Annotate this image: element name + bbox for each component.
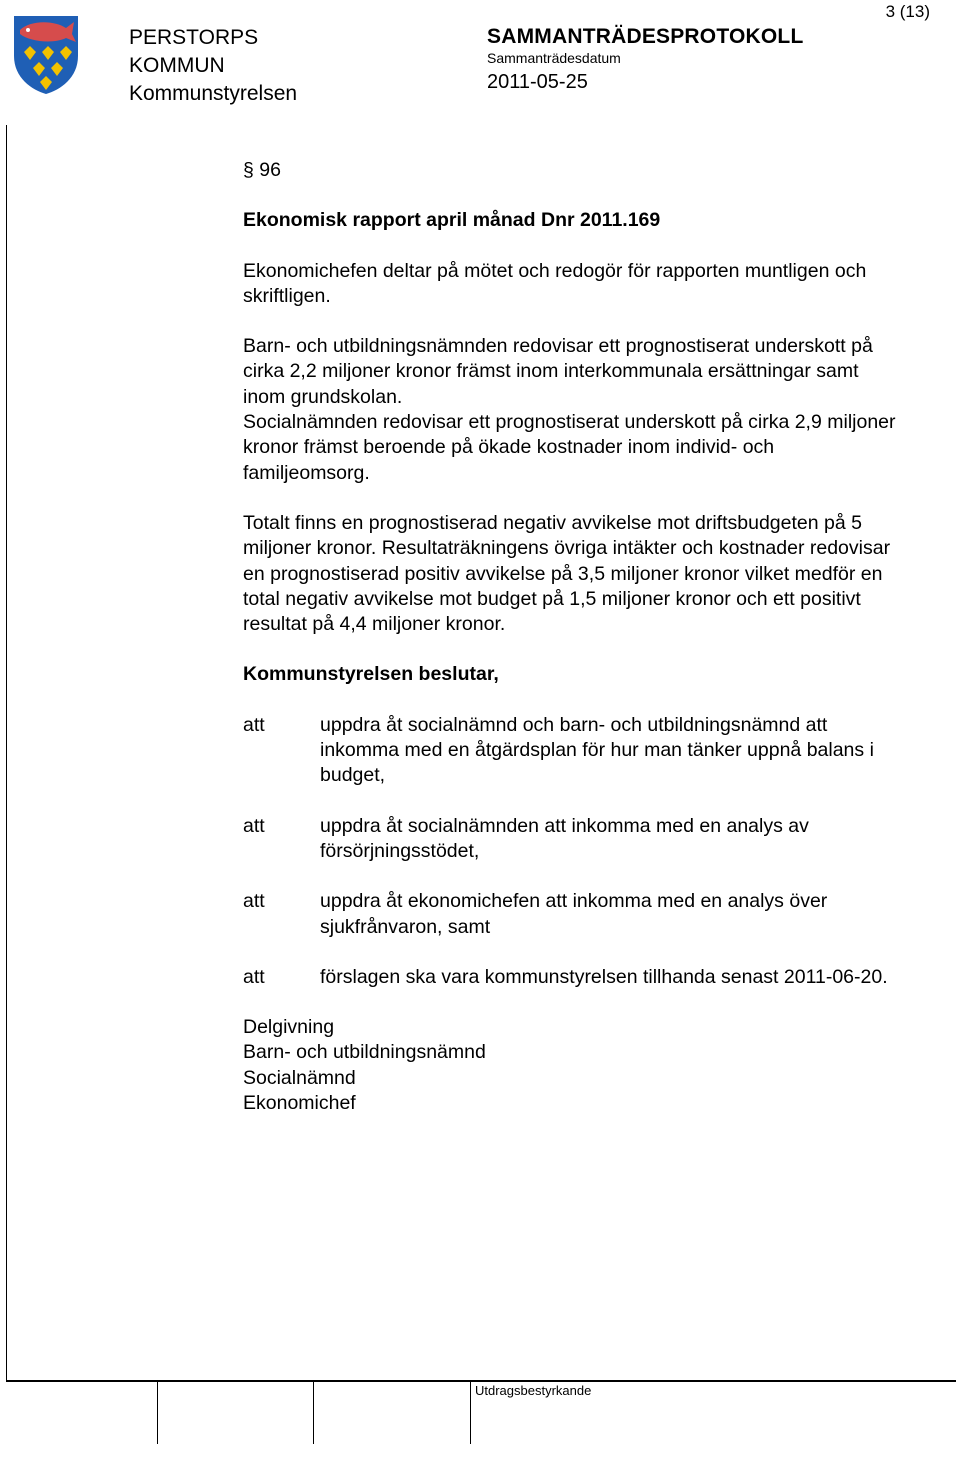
decision-key: att (243, 713, 265, 736)
org-line2: KOMMUN (129, 54, 225, 77)
decision-heading: Kommunstyrelsen beslutar, (243, 663, 499, 686)
footer-divider (313, 1381, 314, 1444)
footer-certification-label: Utdragsbestyrkande (475, 1383, 592, 1398)
footer-divider (470, 1381, 471, 1444)
date-label: Sammanträdesdatum (487, 50, 621, 66)
org-line1: PERSTORPS (129, 26, 259, 49)
decision-key: att (243, 814, 265, 837)
decision-list (243, 713, 903, 990)
meeting-date: 2011-05-25 (487, 71, 588, 93)
coat-of-arms-icon (10, 12, 82, 96)
distribution-item: Socialnämnd (243, 1066, 356, 1089)
page-number: 3 (13) (885, 2, 930, 21)
decision-text: uppdra åt socialnämnden att inkomma med en analys av försörjningsstödet, (320, 814, 809, 862)
decision-key: att (243, 965, 265, 988)
document-title: SAMMANTRÄDESPROTOKOLL (487, 25, 804, 48)
decision-key: att (243, 890, 265, 913)
distribution-heading: Delgivning (243, 1016, 335, 1039)
distribution-item: Barn- och utbildningsnämnd (243, 1041, 486, 1064)
document-header (487, 24, 803, 97)
paragraph: Totalt finns en prognostiserad negativ avvikelse mot driftsbudgeten på 5 miljoner kronor. Resultaträkningens övriga intäkter och kostnader redovisar en prognostiserad positiv avvikelse på 3,5 miljoner kronor vilket medför en total negativ avvikelse mot budget på 1,5 miljoner kronor och ett positivt resultat på 4,4 miljoner kronor. (243, 511, 891, 636)
paragraph: Socialnämnden redovisar ett prognostiserat underskott på cirka 2,9 miljoner kronor främst beroende på ökade kostnader inom individ- och familjeomsorg. (243, 411, 896, 484)
org-line3: Kommunstyrelsen (129, 82, 298, 105)
decision-text: förslagen ska vara kommunstyrelsen tillhanda senast 2011-06-20. (320, 965, 888, 988)
decision-text: uppdra åt socialnämnd och barn- och utbildningsnämnd att inkomma med en åtgärdsplan för hur man tänker uppnå balans i budget, (320, 713, 874, 787)
footer-divider (157, 1381, 158, 1444)
footer-rule (6, 1380, 956, 1382)
decision-item (243, 713, 903, 789)
section-title: Ekonomisk rapport april månad Dnr 2011.169 (243, 209, 661, 232)
decision-item (243, 814, 903, 865)
decision-item (243, 965, 903, 990)
paragraph: Barn- och utbildningsnämnden redovisar ett prognostiserat underskott på cirka 2,2 miljoner kronor främst inom interkommunala ersättningar samt inom grundskolan. (243, 335, 873, 408)
section-number: § 96 (243, 159, 281, 181)
paragraph: Ekonomichefen deltar på mötet och redogör för rapporten muntligen och skriftligen. (243, 259, 867, 307)
section-content (243, 158, 903, 1116)
distribution-block (243, 1015, 903, 1116)
margin-rule (6, 125, 7, 1380)
distribution-item: Ekonomichef (243, 1092, 356, 1115)
decision-text: uppdra åt ekonomichefen att inkomma med en analys över sjukfrånvaron, samt (320, 890, 828, 938)
organization-header (129, 24, 297, 108)
decision-item (243, 889, 903, 940)
